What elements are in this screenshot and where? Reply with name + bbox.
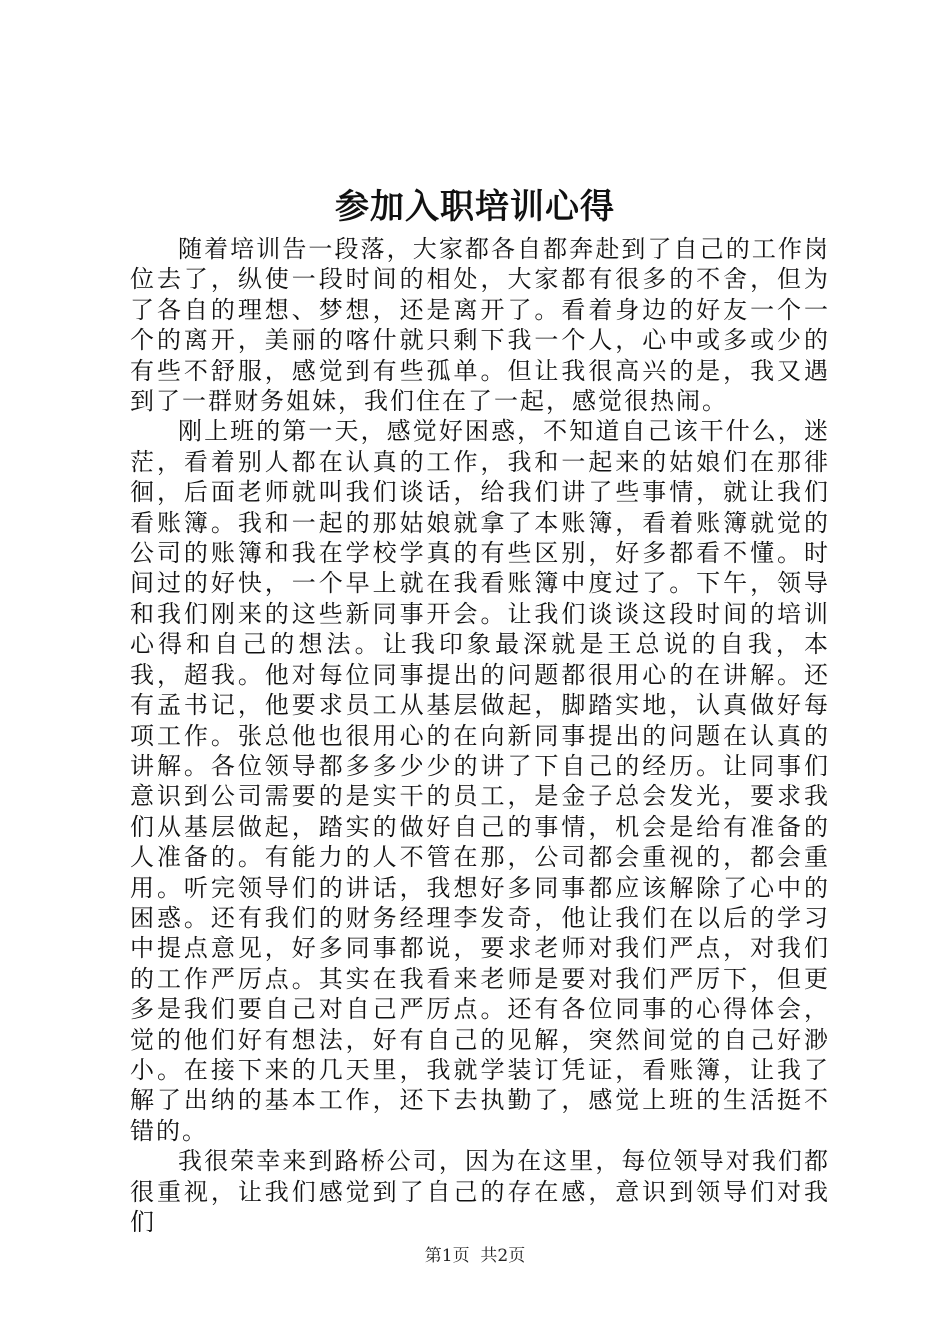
document-body xyxy=(130,234,830,1237)
document-title: 参加入职培训心得 xyxy=(335,187,615,227)
page-footer xyxy=(0,1244,950,1268)
footer-spacer xyxy=(470,1246,481,1266)
paragraph: 我很荣幸来到路桥公司，因为在这里，每位领导对我们都很重视，让我们感觉到了自己的存在感，意识到领导们对我们 xyxy=(130,1147,830,1236)
page-number: 第1页 xyxy=(424,1246,470,1266)
paragraph: 随着培训告一段落，大家都各自都奔赴到了自己的工作岗位去了，纵使一段时间的相处，大家都有很多的不舍，但为了各自的理想、梦想，还是离开了。看着身边的好友一个一个的离开，美丽的喀什就只剩下我一个人，心中或多或少的有些不舒服，感觉到有些孤单。但让我很高兴的是，我又遇到了一群财务姐妹，我们住在了一起，感觉很热闹。 xyxy=(130,235,830,416)
page-total: 共2页 xyxy=(480,1246,526,1266)
paragraph: 刚上班的第一天，感觉好困惑，不知道自己该干什么，迷茫，看着别人都在认真的工作，我和一起来的姑娘们在那徘徊，后面老师就叫我们谈话，给我们讲了些事情，就让我们看账簿。我和一起的那姑娘就拿了本账簿，看着账簿就觉的公司的账簿和我在学校学真的有些区别，好多都看不懂。时间过的好快，一个早上就在我看账簿中度过了。下午，领导和我们刚来的这些新同事开会。让我们谈谈这段时间的培训心得和自己的想法。让我印象最深就是王总说的自我，本我，超我。他对每位同事提出的问题都很用心的在讲解。还有孟书记，他要求员工从基层做起，脚踏实地，认真做好每项工作。张总他也很用心的在向新同事提出的问题在认真的讲解。各位领导都多多少少的讲了下自己的经历。让同事们意识到公司需要的是实干的员工，是金子总会发光，要求我们从基层做起，踏实的做好自己的事情，机会是给有准备的人准备的。有能力的人不管在那，公司都会重视的，都会重用。听完领导们的讲话，我想好多同事都应该解除了心中的困惑。还有我们的财务经理李发奇，他让我们在以后的学习中提点意见，好多同事都说，要求老师对我们严点，对我们的工作严厉点。其实在我看来老师是要对我们严厉下，但更多是我们要自己对自己严厉点。还有各位同事的心得体会，觉的他们好有想法，好有自己的见解，突然间觉的自己好渺小。在接下来的几天里，我就学装订凭证，看账簿，让我了解了出纳的基本工作，还下去执勤了，感觉上班的生活挺不错的。 xyxy=(130,417,830,1145)
